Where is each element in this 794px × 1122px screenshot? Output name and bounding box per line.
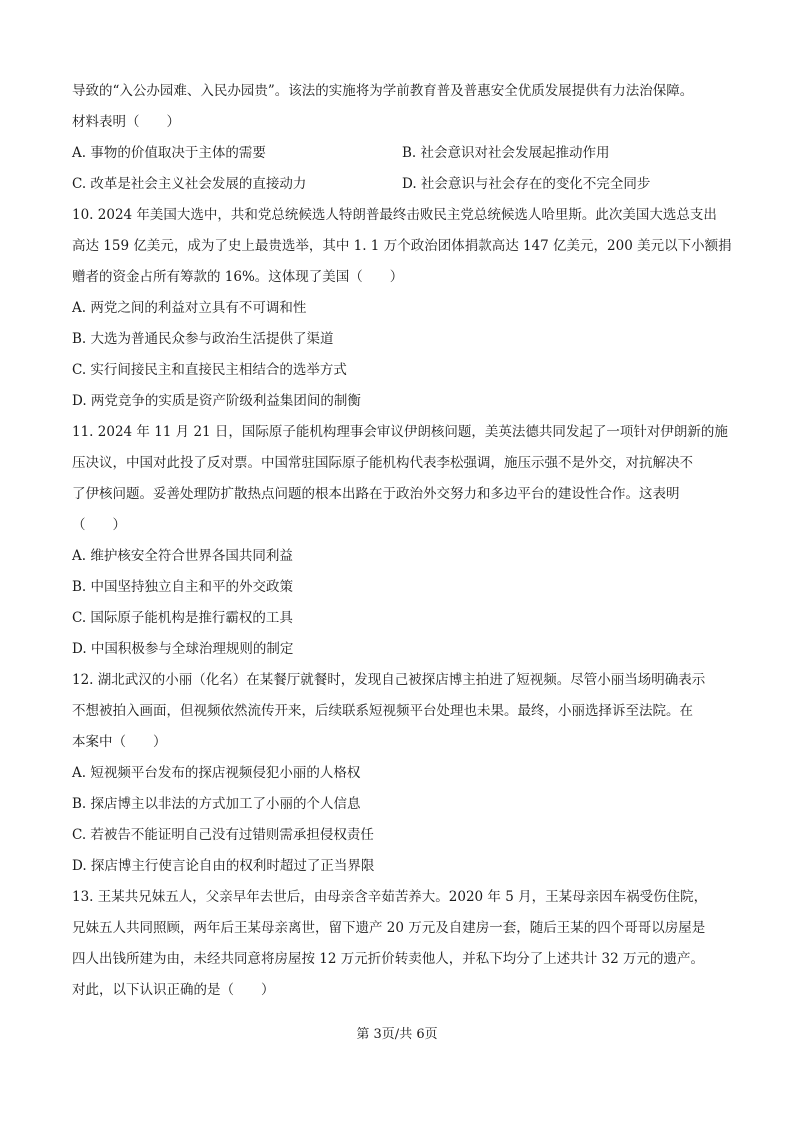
question-text-line: 11. 2024 年 11 月 21 日，国际原子能机构理事会审议伊朗核问题，美英法德共同发起了一项针对伊朗新的施 <box>72 424 728 440</box>
option-c: C. 国际原子能机构是推行霸权的工具 <box>72 610 293 626</box>
question-text-line: 对此，以下认识正确的是（ ） <box>72 982 275 998</box>
question-text-line: 不想被拍入画面，但视频依然流传开来，后续联系短视频平台处理也未果。最终，小丽选择诉至法院。在 <box>72 703 693 719</box>
option-c: C. 实行间接民主和直接民主相结合的选举方式 <box>72 362 347 378</box>
option-c: C. 若被告不能证明自己没有过错则需承担侵权责任 <box>72 827 374 843</box>
question-13 <box>72 882 732 1006</box>
question-10 <box>72 200 732 417</box>
option-c: C. 改革是社会主义社会发展的直接动力 <box>72 176 307 192</box>
question-text-line: 13. 王某共兄妹五人，父亲早年去世后，由母亲含辛茹苦养大。2020 年 5 月，王某母亲因车祸受伤住院， <box>72 889 708 905</box>
page-number: 第 3页/共 6页 <box>356 1027 438 1042</box>
question-text-line: 材料表明（ ） <box>72 114 180 130</box>
options-row <box>72 169 732 200</box>
option-a: A. 维护核安全符合世界各国共同利益 <box>72 548 293 564</box>
question-text-line: 赠者的资金占所有筹款的 16%。这体现了美国（ ） <box>72 269 404 285</box>
question-text-line: 导致的“入公办园难、入民办园贵”。该法的实施将为学前教育普及普惠安全优质发展提供有力法治保障。 <box>72 83 694 99</box>
question-text-line: 四人出钱所建为由，未经共同意将房屋按 12 万元折价转卖他人，并私下均分了上述共计 32 万元的遗产。 <box>72 951 705 967</box>
question-text-line: 高达 159 亿美元，成为了史上最贵选举，其中 1. 1 万个政治团体捐款高达 147 亿美元，200 美元以下小额捐 <box>72 238 732 254</box>
option-b: B. 社会意识对社会发展起推动作用 <box>402 145 610 161</box>
question-text-line: 12. 湖北武汉的小丽（化名）在某餐厅就餐时，发现自己被探店博主拍进了短视频。尽管小丽当场明确表示 <box>72 672 706 688</box>
option-d: D. 中国积极参与全球治理规则的制定 <box>72 641 294 657</box>
question-12 <box>72 665 732 882</box>
option-d: D. 社会意识与社会存在的变化不完全同步 <box>402 176 651 192</box>
question-text-line: 本案中（ ） <box>72 734 167 750</box>
options-row <box>72 138 732 169</box>
question-text-line: （ ） <box>72 517 126 533</box>
option-a: A. 两党之间的利益对立具有不可调和性 <box>72 300 307 316</box>
option-b: B. 大选为普通民众参与政治生活提供了渠道 <box>72 331 334 347</box>
question-text-line: 10. 2024 年美国大选中，共和党总统候选人特朗普最终击败民主党总统候选人哈里斯。此次美国大选总支出 <box>72 207 717 223</box>
option-d: D. 探店博主行使言论自由的权利时超过了正当界限 <box>72 858 375 874</box>
page-content <box>72 76 732 1006</box>
question-text-line: 了伊核问题。妥善处理防扩散热点问题的根本出路在于政治外交努力和多边平台的建设性合作。这表明 <box>72 486 680 502</box>
question-text-line: 压决议，中国对此投了反对票。中国常驻国际原子能机构代表李松强调，施压示强不是外交，对抗解决不 <box>72 455 693 471</box>
option-a: A. 短视频平台发布的探店视频侵犯小丽的人格权 <box>72 765 361 781</box>
option-b: B. 中国坚持独立自主和平的外交政策 <box>72 579 294 595</box>
question-9-continuation <box>72 76 732 200</box>
question-11 <box>72 417 732 665</box>
option-d: D. 两党竞争的实质是资产阶级利益集团间的制衡 <box>72 393 361 409</box>
option-a: A. 事物的价值取决于主体的需要 <box>72 145 266 161</box>
question-text-line: 兄妹五人共同照顾，两年后王某母亲离世，留下遗产 20 万元及自建房一套，随后王某的四个哥哥以房屋是 <box>72 920 706 936</box>
option-b: B. 探店博主以非法的方式加工了小丽的个人信息 <box>72 796 361 812</box>
